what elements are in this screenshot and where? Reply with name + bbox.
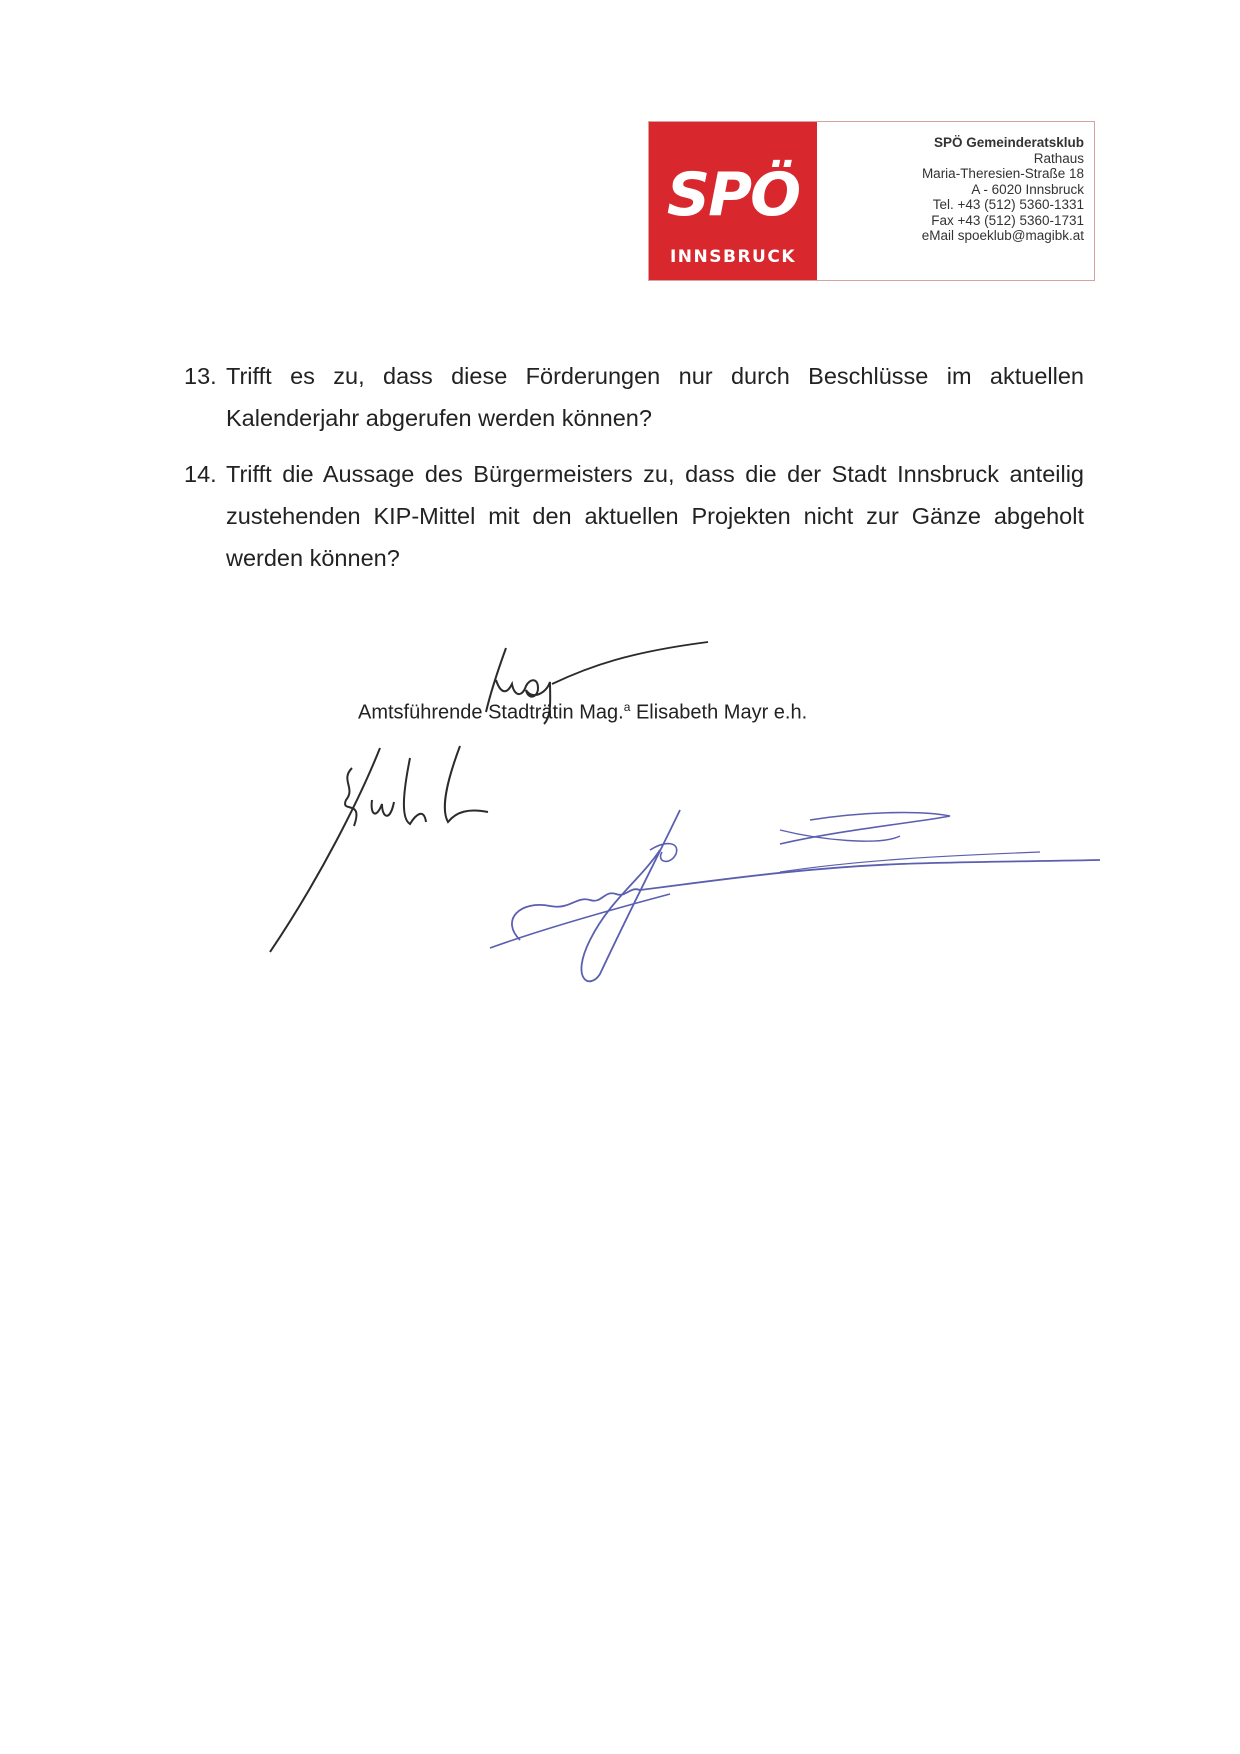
question-item	[184, 453, 1084, 579]
question-number: 13.	[184, 363, 217, 389]
postal-address: A - 6020 Innsbruck	[971, 181, 1084, 197]
handwritten-signature-black	[260, 738, 560, 958]
street-address: Maria-Theresien-Straße 18	[921, 166, 1084, 181]
contact-block	[817, 122, 1094, 280]
question-item	[184, 355, 1084, 439]
handwritten-signature-blue	[480, 790, 1120, 990]
question-list	[184, 355, 1084, 593]
letterhead	[648, 121, 1095, 281]
phone-number: Tel. +43 (512) 5360-1331	[932, 197, 1084, 212]
org-name: SPÖ Gemeinderatsklub	[933, 135, 1084, 150]
signer-prefix: Amtsführende Stadträtin Mag.	[358, 701, 624, 724]
question-number: 14.	[184, 461, 217, 487]
email-address: eMail spoeklub@magibk.at	[921, 228, 1084, 243]
logo-text: SPÖ	[666, 160, 800, 230]
spo-innsbruck-logo	[649, 122, 817, 280]
question-text: Trifft es zu, dass diese Förderungen nur durch Beschlüsse im aktuellen Kalenderjahr abgerufen werden können?	[226, 363, 1084, 431]
signer-name	[358, 700, 807, 725]
question-text: Trifft die Aussage des Bürgermeisters zu, dass die der Stadt Innsbruck anteilig zustehenden KIP-Mittel mit den aktuellen Projekten nicht zur Gänze abgeholt werden können?	[226, 461, 1084, 571]
signer-suffix: Elisabeth Mayr e.h.	[630, 701, 808, 724]
logo-city: INNSBRUCK	[669, 247, 797, 267]
building: Rathaus	[1033, 150, 1084, 166]
signer-sup: a	[623, 700, 631, 714]
fax-number: Fax +43 (512) 5360-1731	[931, 212, 1084, 228]
